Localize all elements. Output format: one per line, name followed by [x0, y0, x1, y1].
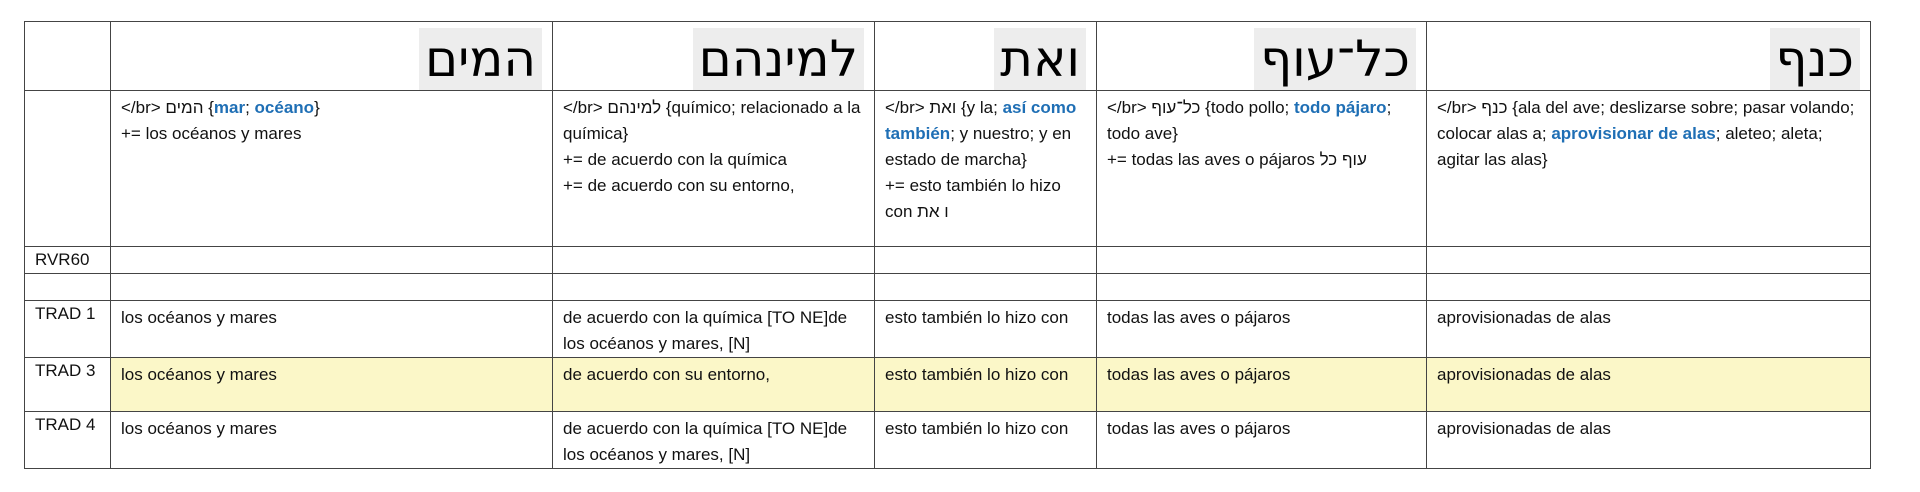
definition-text: </br> ואת {y la;: [885, 98, 1003, 117]
header-cell-4[interactable]: [1097, 22, 1427, 91]
table-cell[interactable]: [875, 412, 1097, 469]
table-cell[interactable]: [1097, 358, 1427, 412]
hebrew-word-3: ואת: [994, 28, 1086, 90]
cell-text: todas las aves o pájaros: [1107, 308, 1291, 327]
row-label-text: TRAD 1: [35, 304, 96, 323]
table-cell[interactable]: [553, 301, 875, 358]
table-cell[interactable]: [875, 358, 1097, 412]
definition-line: [885, 95, 1086, 173]
cell-text: aprovisionadas de alas: [1437, 308, 1611, 327]
hebrew-word-2: למינהם: [693, 28, 864, 90]
definition-line: </br> למינהם {químico; relacionado a la química}: [563, 98, 861, 143]
header-cell-5[interactable]: [1427, 22, 1871, 91]
cell-text: los océanos y mares: [121, 365, 277, 384]
definition-text: </br> המים {: [121, 98, 214, 117]
cell-text: todas las aves o pájaros: [1107, 365, 1291, 384]
table-cell[interactable]: [111, 301, 553, 358]
separator: ;: [245, 98, 255, 117]
definitions-label-cell: [25, 91, 111, 247]
rvr60-row: [25, 247, 1871, 274]
row-label-text: RVR60: [35, 250, 90, 269]
empty-cell[interactable]: [875, 247, 1097, 274]
empty-cell[interactable]: [25, 274, 111, 301]
hebrew-word-5: כנף: [1770, 28, 1860, 90]
highlighted-term: mar: [213, 98, 246, 117]
trad3-row: [25, 358, 1871, 412]
header-cell-3[interactable]: [875, 22, 1097, 91]
row-label: [25, 412, 111, 469]
highlighted-term: todo pájaro: [1294, 98, 1387, 117]
table-cell[interactable]: [875, 301, 1097, 358]
cell-text: esto también lo hizo con: [885, 419, 1069, 438]
definition-text: ; todo ave}: [1107, 98, 1392, 143]
definition-line: [121, 95, 542, 121]
highlighted-term: aprovisionar de alas: [1551, 124, 1716, 143]
table-cell[interactable]: [1427, 358, 1871, 412]
cell-text: esto también lo hizo con: [885, 365, 1069, 384]
row-label: [25, 358, 111, 412]
definition-cell-5[interactable]: [1427, 91, 1871, 247]
cell-text: todas las aves o pájaros: [1107, 419, 1291, 438]
cell-text: los océanos y mares: [121, 419, 277, 438]
translation-note: += esto también lo hizo con ו את: [885, 176, 1061, 221]
definition-cell-3[interactable]: [875, 91, 1097, 247]
row-label: [25, 247, 111, 274]
definitions-row: [25, 91, 1871, 247]
cell-text: de acuerdo con la química [TO NE]de los océanos y mares, [N]: [563, 308, 848, 353]
translation-table: [24, 21, 1871, 469]
table-cell[interactable]: [1427, 301, 1871, 358]
table-cell[interactable]: [553, 412, 875, 469]
translation-note: += de acuerdo con la química: [563, 150, 787, 169]
highlighted-term: océano: [254, 98, 315, 117]
definition-text: </br> כל־עוף {todo pollo;: [1107, 98, 1294, 117]
empty-cell[interactable]: [875, 274, 1097, 301]
empty-cell[interactable]: [1097, 247, 1427, 274]
header-cell-1[interactable]: [111, 22, 553, 91]
hebrew-word-1: המים: [419, 28, 542, 90]
row-label-text: TRAD 3: [35, 361, 96, 380]
empty-cell[interactable]: [1427, 247, 1871, 274]
empty-cell[interactable]: [1427, 274, 1871, 301]
definition-text: ; y nuestro; y en estado de marcha}: [885, 124, 1072, 169]
empty-cell[interactable]: [553, 274, 875, 301]
row-label: [25, 301, 111, 358]
cell-text: de acuerdo con la química [TO NE]de los océanos y mares, [N]: [563, 419, 848, 464]
definition-line: [1107, 95, 1416, 147]
translation-note: += todas las aves o pájaros עוף כל: [1107, 150, 1367, 169]
table-cell[interactable]: [1097, 412, 1427, 469]
cell-text: de acuerdo con su entorno,: [563, 365, 770, 384]
definition-text: ; aleteo; aleta; agitar las alas}: [1437, 124, 1823, 169]
definition-text: </br> כנף {ala del ave; deslizarse sobre; pasar volando; colocar alas a;: [1437, 98, 1855, 143]
header-cell-2[interactable]: [553, 22, 875, 91]
trad4-row: [25, 412, 1871, 469]
empty-cell[interactable]: [111, 274, 553, 301]
table-cell[interactable]: [111, 358, 553, 412]
table-cell[interactable]: [1427, 412, 1871, 469]
table-cell[interactable]: [111, 412, 553, 469]
corner-cell: [25, 22, 111, 91]
hebrew-word-4: כל־עוף: [1254, 28, 1416, 90]
definition-text: }: [314, 98, 320, 117]
empty-cell[interactable]: [553, 247, 875, 274]
row-label-text: TRAD 4: [35, 415, 96, 434]
definition-line: [1437, 95, 1860, 173]
empty-cell[interactable]: [111, 247, 553, 274]
table-cell[interactable]: [1097, 301, 1427, 358]
definition-cell-2[interactable]: [553, 91, 875, 247]
cell-text: los océanos y mares: [121, 308, 277, 327]
definition-cell-1[interactable]: [111, 91, 553, 247]
cell-text: esto también lo hizo con: [885, 308, 1069, 327]
blank-row: [25, 274, 1871, 301]
empty-cell[interactable]: [1097, 274, 1427, 301]
translation-note: += los océanos y mares: [121, 124, 302, 143]
translation-note: += de acuerdo con su entorno,: [563, 176, 795, 195]
cell-text: aprovisionadas de alas: [1437, 419, 1611, 438]
definition-cell-4[interactable]: [1097, 91, 1427, 247]
cell-text: aprovisionadas de alas: [1437, 365, 1611, 384]
header-row: [25, 22, 1871, 91]
trad1-row: [25, 301, 1871, 358]
highlighted-term: así como también: [885, 98, 1077, 143]
table-cell[interactable]: [553, 358, 875, 412]
